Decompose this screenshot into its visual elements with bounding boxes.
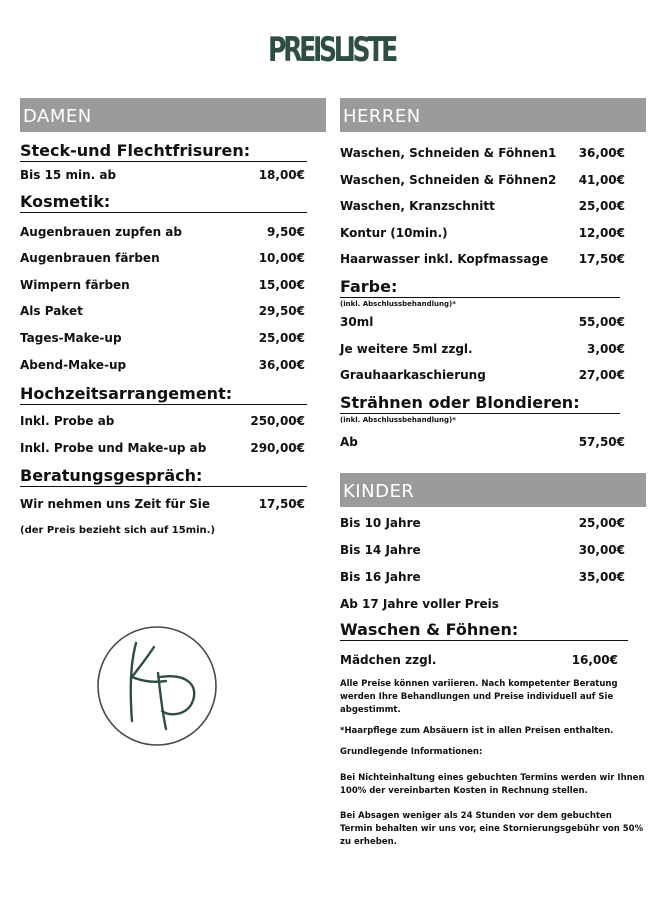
fineprint-prices: Alle Preise können variieren. Nach kompetenter Beratung werden Ihre Behandlungen und Preise individuell auf Sie abgestimmt.	[340, 678, 618, 715]
fineprint-info-heading: Grundlegende Informationen:	[340, 746, 483, 757]
price-row: Bis 15 min. ab 18,00€	[20, 168, 305, 182]
price-row: Als Paket 29,50€	[20, 304, 305, 319]
price-row: Kontur (10min.) 12,00€	[340, 225, 625, 240]
section-title-waschen: Waschen & Föhnen:	[340, 620, 628, 641]
kp-monogram-logo	[96, 625, 218, 747]
section-title-farbe: Farbe:	[340, 277, 620, 298]
damen-column	[20, 98, 326, 544]
fineprint-haarpflege: *Haarpflege zum Absäuern ist in allen Preisen enthalten.	[340, 725, 614, 736]
section-title-beratung: Beratungsgespräch:	[20, 466, 307, 487]
section-title-straehnen: Strähnen oder Blondieren:	[340, 393, 620, 414]
straehnen-subnote: (inkl. Abschlussbehandlung)*	[340, 415, 456, 424]
page-title: PREISLISTE	[267, 30, 396, 70]
fineprint-cancellation: Bei Absagen weniger als 24 Stunden vor dem gebuchten Termin behalten wir uns vor, eine Stornierungsgebühr von 50% zu erheben.	[340, 810, 644, 847]
price-row: Wir nehmen uns Zeit für Sie 17,50€	[20, 497, 305, 512]
herren-column	[340, 98, 646, 849]
kinder-header: KINDER	[340, 473, 646, 507]
price-row: Mädchen zzgl. 16,00€	[340, 653, 618, 668]
fineprint-noshow: Bei Nichteinhaltung eines gebuchten Termins werden wir Ihnen 100% der vereinbarten Kosten in Rechnung stellen.	[340, 772, 645, 796]
price-row: 30ml 55,00€	[340, 314, 625, 329]
price-row: Haarwasser inkl. Kopfmassage 17,50€	[340, 252, 625, 267]
herren-header: HERREN	[340, 98, 646, 132]
section-title-kosmetik: Kosmetik:	[20, 192, 307, 213]
price-row: Augenbrauen zupfen ab 9,50€	[20, 224, 305, 239]
price-row: Wimpern färben 15,00€	[20, 277, 305, 292]
price-row: Grauhaarkaschierung 27,00€	[340, 368, 625, 383]
price-row: Je weitere 5ml zzgl. 3,00€	[340, 341, 625, 356]
section-title-hochzeit: Hochzeitsarrangement:	[20, 384, 307, 405]
price-row: Ab 57,50€	[340, 434, 625, 449]
farbe-subnote: (inkl. Abschlussbehandlung)*	[340, 299, 456, 308]
price-row: Abend-Make-up 36,00€	[20, 357, 305, 372]
damen-header: DAMEN	[20, 98, 326, 132]
price-row: Inkl. Probe ab 250,00€	[20, 414, 305, 429]
price-row: Waschen, Schneiden & Föhnen1 36,00€	[340, 146, 625, 160]
price-row: Waschen, Schneiden & Föhnen2 41,00€	[340, 172, 625, 187]
price-row: Augenbrauen färben 10,00€	[20, 251, 305, 266]
price-row: Bis 10 Jahre 25,00€	[340, 516, 625, 531]
price-row: Bis 16 Jahre 35,00€	[340, 569, 625, 584]
beratung-note: (der Preis bezieht sich auf 15min.)	[20, 524, 216, 536]
section-title-steck: Steck-und Flechtfrisuren:	[20, 141, 307, 162]
price-row: Waschen, Kranzschnitt 25,00€	[340, 199, 625, 214]
kinder-note: Ab 17 Jahre voller Preis	[340, 597, 499, 612]
price-row: Bis 14 Jahre 30,00€	[340, 542, 625, 557]
price-row: Tages-Make-up 25,00€	[20, 330, 305, 345]
price-row: Inkl. Probe und Make-up ab 290,00€	[20, 440, 305, 455]
